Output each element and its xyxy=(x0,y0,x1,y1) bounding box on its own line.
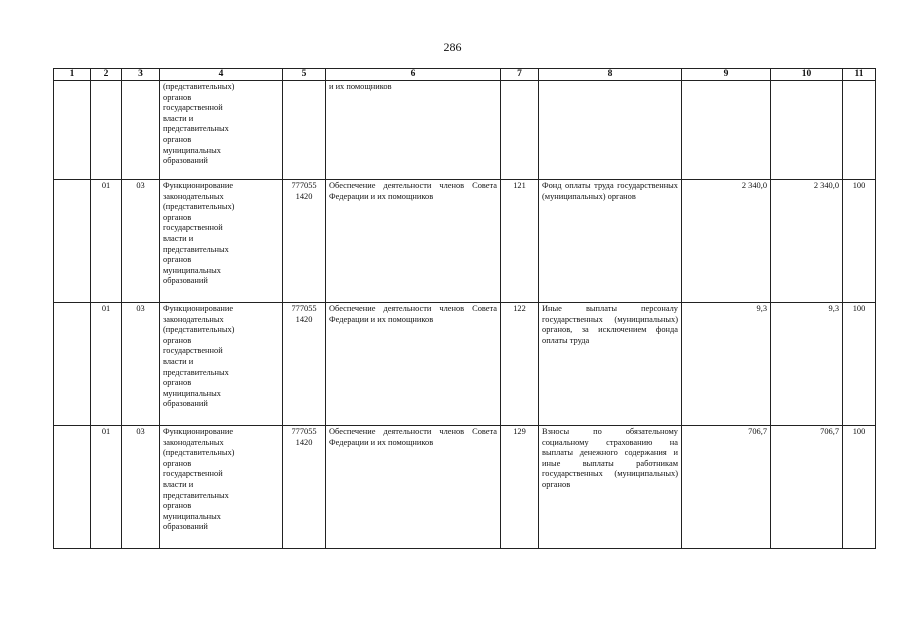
cell-subsection xyxy=(122,81,160,180)
cell-expense-name: Иные выплаты персоналу государственных (муниципальных) органов, за исключением фонда оплаты труда xyxy=(539,303,682,426)
cell-col1 xyxy=(54,180,91,303)
table-row xyxy=(54,303,876,426)
cell-expense-type xyxy=(501,81,539,180)
cell-percent: 100 xyxy=(843,303,876,426)
header-row xyxy=(54,69,876,81)
cell-col1 xyxy=(54,81,91,180)
cell-col1 xyxy=(54,303,91,426)
cell-percent: 100 xyxy=(843,180,876,303)
cell-actual-amount: 9,3 xyxy=(771,303,843,426)
col-header-10: 10 xyxy=(771,69,843,81)
cell-section-name: (представительных) органов государственной власти и представительных органов муниципальных образований xyxy=(160,81,283,180)
cell-percent: 100 xyxy=(843,426,876,549)
col-header-11: 11 xyxy=(843,69,876,81)
cell-plan-amount: 706,7 xyxy=(682,426,771,549)
cell-target-code: 777055 1420 xyxy=(283,180,326,303)
cell-expense-type: 121 xyxy=(501,180,539,303)
col-header-6: 6 xyxy=(326,69,501,81)
cell-target-name: Обеспечение деятельности членов Совета Федерации и их помощников xyxy=(326,426,501,549)
cell-percent xyxy=(843,81,876,180)
cell-target-name: Обеспечение деятельности членов Совета Федерации и их помощников xyxy=(326,303,501,426)
table-row xyxy=(54,426,876,549)
cell-section: 01 xyxy=(91,426,122,549)
cell-actual-amount: 2 340,0 xyxy=(771,180,843,303)
col-header-7: 7 xyxy=(501,69,539,81)
cell-expense-name xyxy=(539,81,682,180)
table-row xyxy=(54,180,876,303)
col-header-8: 8 xyxy=(539,69,682,81)
cell-expense-type: 122 xyxy=(501,303,539,426)
cell-plan-amount xyxy=(682,81,771,180)
col-header-2: 2 xyxy=(91,69,122,81)
cell-section-name: Функционирование законодательных (представительных) органов государственной власти и представительных органов муниципальных образований xyxy=(160,426,283,549)
cell-subsection: 03 xyxy=(122,426,160,549)
cell-expense-name: Взносы по обязательному социальному страхованию на выплаты денежного содержания и иные выплаты работникам государственных (муниципальных) органов xyxy=(539,426,682,549)
cell-target-name: и их помощников xyxy=(326,81,501,180)
cell-col1 xyxy=(54,426,91,549)
cell-target-name: Обеспечение деятельности членов Совета Федерации и их помощников xyxy=(326,180,501,303)
cell-section xyxy=(91,81,122,180)
cell-subsection: 03 xyxy=(122,180,160,303)
col-header-5: 5 xyxy=(283,69,326,81)
budget-table xyxy=(53,68,876,549)
cell-expense-name: Фонд оплаты труда государственных (муниципальных) органов xyxy=(539,180,682,303)
cell-actual-amount: 706,7 xyxy=(771,426,843,549)
cell-section-name: Функционирование законодательных (представительных) органов государственной власти и представительных органов муниципальных образований xyxy=(160,180,283,303)
cell-section-name: Функционирование законодательных (представительных) органов государственной власти и представительных органов муниципальных образований xyxy=(160,303,283,426)
cell-plan-amount: 9,3 xyxy=(682,303,771,426)
cell-target-code: 777055 1420 xyxy=(283,303,326,426)
col-header-3: 3 xyxy=(122,69,160,81)
cell-section: 01 xyxy=(91,303,122,426)
col-header-9: 9 xyxy=(682,69,771,81)
cell-section: 01 xyxy=(91,180,122,303)
page-number: 286 xyxy=(443,40,462,54)
cell-actual-amount xyxy=(771,81,843,180)
col-header-4: 4 xyxy=(160,69,283,81)
cell-plan-amount: 2 340,0 xyxy=(682,180,771,303)
col-header-1: 1 xyxy=(54,69,91,81)
cell-subsection: 03 xyxy=(122,303,160,426)
cell-target-code xyxy=(283,81,326,180)
table-row xyxy=(54,81,876,180)
cell-expense-type: 129 xyxy=(501,426,539,549)
cell-target-code: 777055 1420 xyxy=(283,426,326,549)
